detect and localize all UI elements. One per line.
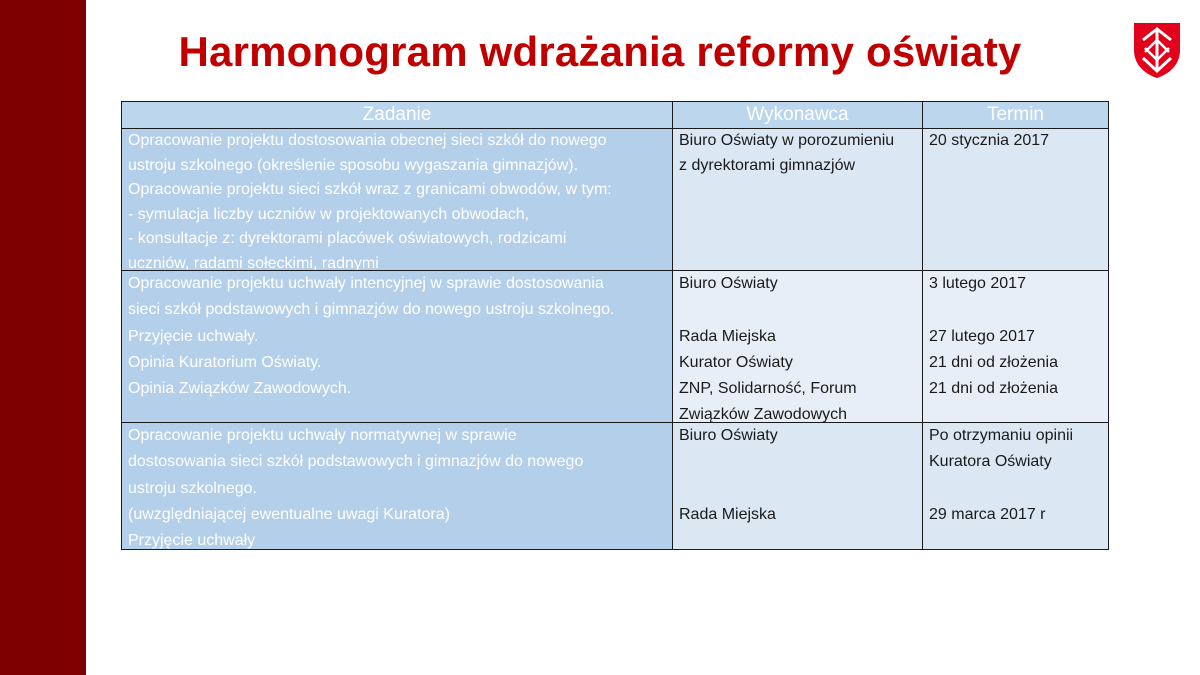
task-line: dostosowania sieci szkół podstawowych i gimnazjów do nowego (128, 453, 584, 471)
spacer (679, 449, 916, 475)
executor-line: Biuro Oświaty (679, 427, 778, 444)
spacer (929, 297, 1102, 323)
deadline-line: 21 dni od złożenia (929, 353, 1058, 371)
deadline-line: 20 stycznia 2017 (929, 132, 1050, 149)
coat-of-arms-icon (1131, 20, 1183, 80)
executor-line: Rada Miejska (679, 327, 776, 345)
deadline-line: Kuratora Oświaty (929, 453, 1052, 471)
task-cell (122, 423, 673, 550)
task-line: - symulacja liczby uczniów w projektowanych obwodach, (128, 205, 530, 223)
schedule-table (121, 101, 1109, 550)
deadline-line: 29 marca 2017 r (929, 505, 1046, 523)
executor-line: Kurator Oświaty (679, 353, 793, 371)
executor-line: z dyrektorami gimnazjów (679, 156, 856, 174)
executor-line: Rada Miejska (679, 505, 776, 523)
deadline-cell (923, 423, 1109, 550)
table-row (122, 271, 1109, 423)
page-title: Harmonogram wdrażania reformy oświaty (178, 28, 1022, 75)
task-line: ustroju szkolnego (określenie sposobu wygaszania gimnazjów). (128, 156, 579, 174)
task-line: Opinia Kuratorium Oświaty. (128, 353, 322, 371)
header-deadline: Termin (923, 102, 1109, 129)
table-header-row (122, 102, 1109, 129)
executor-line: ZNP, Solidarność, Forum (679, 380, 857, 398)
spacer (929, 476, 1102, 502)
executor-cell (673, 271, 923, 423)
deadline-line: 27 lutego 2017 (929, 327, 1035, 345)
executor-line: Biuro Oświaty w porozumieniu (679, 132, 895, 149)
task-cell (122, 129, 673, 271)
table-row (122, 423, 1109, 550)
task-line: Opinia Związków Zawodowych. (128, 380, 352, 398)
spacer (679, 476, 916, 502)
task-line: uczniów, radami sołeckimi, radnymi (128, 254, 379, 270)
deadline-line: 3 lutego 2017 (929, 275, 1026, 292)
task-line: Przyjęcie uchwały (128, 532, 256, 549)
executor-line: Związków Zawodowych (679, 406, 848, 422)
task-line: - konsultacje z: dyrektorami placówek oświatowych, rodzicami (128, 230, 567, 247)
task-line: Opracowanie projektu uchwały intencyjnej w sprawie dostosowania (128, 275, 604, 292)
executor-cell (673, 129, 923, 271)
task-line: Przyjęcie uchwały. (128, 327, 259, 345)
side-bar (0, 0, 86, 675)
task-line: ustroju szkolnego. (128, 479, 257, 497)
deadline-line: Po otrzymaniu opinii (929, 427, 1074, 444)
executor-cell (673, 423, 923, 550)
deadline-line: 21 dni od złożenia (929, 380, 1058, 398)
executor-line: Biuro Oświaty (679, 275, 778, 292)
task-cell (122, 271, 673, 423)
task-line: Opracowanie projektu uchwały normatywnej w sprawie (128, 427, 517, 444)
header-executor: Wykonawca (673, 102, 923, 129)
deadline-cell (923, 129, 1109, 271)
task-line: Opracowanie projektu dostosowania obecnej sieci szkół do nowego (128, 132, 607, 149)
spacer (679, 297, 916, 323)
task-line: sieci szkół podstawowych i gimnazjów do nowego ustroju szkolnego. (128, 301, 615, 319)
table-row (122, 129, 1109, 271)
task-line: (uwzględniającej ewentualne uwagi Kuratora) (128, 505, 450, 523)
deadline-cell (923, 271, 1109, 423)
header-task: Zadanie (122, 102, 673, 129)
task-line: Opracowanie projektu sieci szkół wraz z granicami obwodów, w tym: (128, 181, 612, 198)
